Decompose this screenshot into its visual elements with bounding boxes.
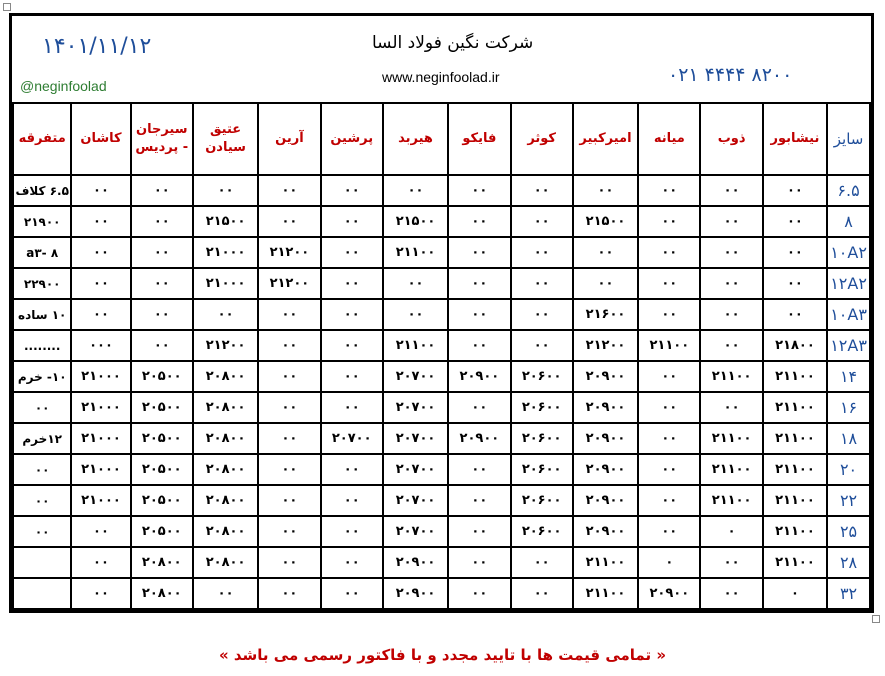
price-cell: ۰۰: [448, 485, 510, 516]
price-cell: ۲۱۲۰۰: [193, 330, 258, 361]
price-cell: ۰۰: [763, 268, 827, 299]
price-cell: ۲۰۹۰۰: [383, 578, 448, 609]
table-row: [13, 299, 870, 330]
price-cell: ۲۰۹۰۰: [573, 485, 638, 516]
price-cell: ۲۱۲۰۰: [573, 330, 638, 361]
price-cell: ۲۰۸۰۰: [193, 454, 258, 485]
price-cell: ۲۱۵۰۰: [573, 206, 638, 237]
column-header: فایکو: [448, 103, 510, 175]
price-cell: ۲۱۱۰۰: [573, 547, 638, 578]
price-cell: ۰۰: [448, 516, 510, 547]
price-cell: ۰۰: [638, 237, 700, 268]
price-cell: ۰۰: [763, 299, 827, 330]
price-cell: ۰۰: [700, 392, 762, 423]
misc-cell: ۸ -a۳: [13, 237, 71, 268]
price-cell: ۰۰: [321, 330, 383, 361]
misc-cell: ۲۲۹۰۰: [13, 268, 71, 299]
frame-handle-bottom-right: [872, 615, 880, 623]
misc-cell: ........: [13, 330, 71, 361]
price-cell: ۲۱۱۰۰: [763, 423, 827, 454]
price-cell: ۰۰: [321, 361, 383, 392]
price-cell: ۰۰: [321, 485, 383, 516]
price-cell: ۰۰: [383, 268, 448, 299]
price-cell: ۲۰۶۰۰: [511, 454, 573, 485]
size-cell: ۱۲A۲: [827, 268, 870, 299]
price-cell: ۲۰۸۰۰: [131, 578, 193, 609]
price-cell: ۲۱۱۰۰: [763, 392, 827, 423]
price-cell: ۰۰: [71, 578, 130, 609]
misc-cell: ۰۰: [13, 516, 71, 547]
price-cell: ۲۰۸۰۰: [193, 547, 258, 578]
footer-note: « تمامی قیمت ها با تایید مجدد و با فاکتور رسمی می باشد »: [218, 646, 667, 664]
price-cell: ۰۰: [700, 578, 762, 609]
misc-cell: ۱۰- خرم: [13, 361, 71, 392]
price-cell: ۲۱۰۰۰: [193, 268, 258, 299]
misc-cell: ۱۰ ساده: [13, 299, 71, 330]
price-cell: ۰۰: [321, 268, 383, 299]
price-cell: ۰۰: [383, 299, 448, 330]
price-table-body: [13, 103, 870, 609]
column-header: آرین: [258, 103, 320, 175]
table-row: [13, 330, 870, 361]
price-cell: ۰۰: [638, 454, 700, 485]
price-cell: ۰۰: [258, 423, 320, 454]
table-row: [13, 578, 870, 609]
price-cell: ۲۱۱۰۰: [763, 547, 827, 578]
column-header: هیربد: [383, 103, 448, 175]
website: www.neginfoolad.ir: [382, 69, 500, 85]
column-header: کاشان: [71, 103, 130, 175]
price-cell: ۰۰: [638, 206, 700, 237]
header-row: [13, 103, 870, 175]
misc-cell: ۰۰: [13, 485, 71, 516]
size-cell: ۲۲: [827, 485, 870, 516]
size-cell: ۲۵: [827, 516, 870, 547]
size-cell: ۱۲A۳: [827, 330, 870, 361]
price-cell: ۰۰: [573, 175, 638, 206]
price-cell: ۲۱۶۰۰: [573, 299, 638, 330]
price-cell: ۰۰: [131, 268, 193, 299]
price-cell: ۰۰: [763, 237, 827, 268]
misc-cell: ۰۰: [13, 392, 71, 423]
price-cell: ۲۰۸۰۰: [131, 547, 193, 578]
size-cell: ۲۸: [827, 547, 870, 578]
price-cell: ۰۰: [638, 175, 700, 206]
price-cell: ۲۰۷۰۰: [383, 516, 448, 547]
table-row: [13, 516, 870, 547]
price-cell: ۰۰: [258, 299, 320, 330]
price-cell: ۲۱۱۰۰: [383, 330, 448, 361]
price-cell: ۰۰: [321, 392, 383, 423]
price-cell: ۰۰: [321, 175, 383, 206]
price-cell: ۲۱۱۰۰: [763, 485, 827, 516]
price-cell: ۲۱۸۰۰: [763, 330, 827, 361]
price-cell: ۲۱۱۰۰: [573, 578, 638, 609]
instagram-handle: @neginfoolad: [20, 78, 107, 94]
price-cell: ۲۰۹۰۰: [573, 361, 638, 392]
table-row: [13, 547, 870, 578]
price-cell: ۰۰: [71, 268, 130, 299]
price-cell: ۰۰: [448, 392, 510, 423]
price-cell: ۰۰: [193, 175, 258, 206]
price-cell: ۲۱۰۰۰: [71, 423, 130, 454]
price-cell: ۲۰۷۰۰: [383, 454, 448, 485]
price-cell: ۲۱۵۰۰: [193, 206, 258, 237]
table-row: [13, 268, 870, 299]
price-cell: ۰۰: [511, 175, 573, 206]
price-cell: ۰۰: [700, 175, 762, 206]
price-cell: ۰۰: [638, 485, 700, 516]
price-cell: ۰۰: [71, 299, 130, 330]
price-cell: ۲۰۹۰۰: [638, 578, 700, 609]
price-cell: ۲۱۱۰۰: [638, 330, 700, 361]
price-cell: ۲۰۸۰۰: [193, 361, 258, 392]
price-cell: ۰۰: [511, 268, 573, 299]
phone-number: ۰۲۱ ۴۴۴۴ ۸۲۰۰: [668, 64, 793, 86]
column-header: نیشابور: [763, 103, 827, 175]
price-cell: ۰۰: [321, 206, 383, 237]
price-cell: ۰۰: [511, 330, 573, 361]
table-row: [13, 454, 870, 485]
price-cell: ۰۰: [638, 516, 700, 547]
price-cell: ۲۰۶۰۰: [511, 516, 573, 547]
price-cell: ۲۰۹۰۰: [383, 547, 448, 578]
price-cell: ۲۱۱۰۰: [763, 454, 827, 485]
price-cell: ۲۰۷۰۰: [383, 361, 448, 392]
price-cell: ۰۰: [638, 423, 700, 454]
price-cell: ۲۰۹۰۰: [573, 392, 638, 423]
size-cell: ۱۰A۲: [827, 237, 870, 268]
price-cell: ۲۰۵۰۰: [131, 423, 193, 454]
price-cell: ۰۰: [193, 299, 258, 330]
price-cell: ۲۰۵۰۰: [131, 485, 193, 516]
price-cell: ۲۰۵۰۰: [131, 361, 193, 392]
column-header: عتیق سیادن: [193, 103, 258, 175]
price-cell: ۲۰۶۰۰: [511, 361, 573, 392]
price-cell: ۰۰: [321, 454, 383, 485]
price-cell: ۰۰: [321, 578, 383, 609]
price-cell: ۰۰: [258, 578, 320, 609]
column-header: متفرقه: [13, 103, 71, 175]
price-cell: ۰۰: [258, 392, 320, 423]
price-cell: ۰۰: [131, 206, 193, 237]
price-cell: ۰۰: [700, 547, 762, 578]
table-row: [13, 361, 870, 392]
company-name: شرکت نگین فولاد السا: [372, 33, 534, 53]
price-cell: ۰۰: [131, 175, 193, 206]
misc-cell: ۲۱۹۰۰: [13, 206, 71, 237]
price-cell: ۲۰۷۰۰: [383, 392, 448, 423]
price-cell: ۲۰۹۰۰: [573, 423, 638, 454]
price-cell: ۰۰: [573, 237, 638, 268]
price-cell: ۰۰: [448, 175, 510, 206]
price-cell: ۰۰: [511, 547, 573, 578]
price-cell: ۰۰: [258, 175, 320, 206]
price-cell: ۲۰۹۰۰: [448, 361, 510, 392]
column-header: پرشین: [321, 103, 383, 175]
price-cell: ۰۰: [511, 578, 573, 609]
price-cell: ۰۰: [763, 175, 827, 206]
size-cell: ۱۰A۳: [827, 299, 870, 330]
price-cell: ۰۰: [321, 299, 383, 330]
price-cell: ۲۰۷۰۰: [383, 485, 448, 516]
price-cell: ۲۱۱۰۰: [763, 516, 827, 547]
size-cell: ۱۶: [827, 392, 870, 423]
price-cell: ۲۰۸۰۰: [193, 516, 258, 547]
price-cell: ۰۰: [448, 268, 510, 299]
price-cell: ۲۰۷۰۰: [383, 423, 448, 454]
price-cell: ۰۰: [700, 330, 762, 361]
column-header: سایز: [827, 103, 870, 175]
price-cell: ۲۱۱۰۰: [383, 237, 448, 268]
price-cell: ۲۱۵۰۰: [383, 206, 448, 237]
price-cell: ۰۰: [700, 299, 762, 330]
date: ۱۴۰۱/۱۱/۱۲: [42, 34, 152, 59]
table-row: [13, 423, 870, 454]
price-cell: ۰۰: [700, 206, 762, 237]
price-cell: ۲۱۰۰۰: [71, 454, 130, 485]
price-cell: ۰۰: [383, 175, 448, 206]
price-cell: ۰۰: [448, 206, 510, 237]
table-row: [13, 392, 870, 423]
price-cell: ۲۰۹۰۰: [573, 516, 638, 547]
price-cell: ۰۰: [131, 330, 193, 361]
size-cell: ۸: [827, 206, 870, 237]
price-cell: ۲۰۸۰۰: [193, 485, 258, 516]
misc-cell: ۶.۵ کلاف: [13, 175, 71, 206]
price-cell: ۲۱۱۰۰: [700, 485, 762, 516]
price-cell: ۰۰: [193, 578, 258, 609]
price-cell: ۲۰۵۰۰: [131, 516, 193, 547]
price-cell: ۰۰: [258, 330, 320, 361]
price-cell: ۰۰: [258, 454, 320, 485]
sheet-header: [12, 16, 871, 104]
price-cell: ۰۰: [700, 268, 762, 299]
price-cell: ۲۱۱۰۰: [763, 361, 827, 392]
price-cell: ۰۰: [638, 268, 700, 299]
price-cell: ۰۰۰: [71, 330, 130, 361]
price-cell: ۰۰: [511, 237, 573, 268]
price-cell: ۲۱۰۰۰: [71, 361, 130, 392]
price-cell: ۲۰۶۰۰: [511, 392, 573, 423]
price-cell: ۰: [763, 578, 827, 609]
price-cell: ۰۰: [71, 206, 130, 237]
column-header: کوثر: [511, 103, 573, 175]
column-header: میانه: [638, 103, 700, 175]
price-cell: ۲۱۲۰۰: [258, 268, 320, 299]
price-cell: ۲۱۰۰۰: [71, 485, 130, 516]
price-cell: ۰۰: [258, 206, 320, 237]
price-cell: ۲۱۱۰۰: [700, 423, 762, 454]
column-header: امیرکبیر: [573, 103, 638, 175]
size-cell: ۶.۵: [827, 175, 870, 206]
size-cell: ۲۰: [827, 454, 870, 485]
size-cell: ۱۴: [827, 361, 870, 392]
misc-cell: ۱۲خرم: [13, 423, 71, 454]
misc-cell: [13, 547, 71, 578]
price-cell: ۰۰: [71, 547, 130, 578]
frame-handle-top-left: [3, 3, 11, 11]
price-cell: ۰۰: [511, 206, 573, 237]
price-cell: ۰۰: [638, 392, 700, 423]
price-cell: ۰۰: [448, 454, 510, 485]
price-cell: ۲۰۶۰۰: [511, 485, 573, 516]
price-cell: ۰: [638, 547, 700, 578]
table-row: [13, 175, 870, 206]
column-header: سیرجان - پردیس: [131, 103, 193, 175]
table-row: [13, 237, 870, 268]
price-cell: ۰۰: [448, 330, 510, 361]
column-header: ذوب: [700, 103, 762, 175]
price-sheet: [9, 13, 874, 613]
price-cell: ۰۰: [131, 299, 193, 330]
price-cell: ۲۱۱۰۰: [700, 454, 762, 485]
price-cell: ۲۰۸۰۰: [193, 392, 258, 423]
misc-cell: ۰۰: [13, 454, 71, 485]
price-cell: ۲۰۹۰۰: [448, 423, 510, 454]
price-cell: ۰۰: [448, 237, 510, 268]
price-cell: ۲۱۰۰۰: [71, 392, 130, 423]
table-row: [13, 485, 870, 516]
price-cell: ۰۰: [258, 516, 320, 547]
price-cell: ۰۰: [321, 237, 383, 268]
price-cell: ۰۰: [763, 206, 827, 237]
price-cell: ۰۰: [638, 299, 700, 330]
price-cell: ۲۰۸۰۰: [193, 423, 258, 454]
price-cell: ۲۰۶۰۰: [511, 423, 573, 454]
price-cell: ۰۰: [638, 361, 700, 392]
price-cell: ۲۱۲۰۰: [258, 237, 320, 268]
price-cell: ۰۰: [258, 485, 320, 516]
price-cell: ۰۰: [700, 237, 762, 268]
price-cell: ۰۰: [573, 268, 638, 299]
price-cell: ۰۰: [71, 516, 130, 547]
price-cell: ۰۰: [321, 516, 383, 547]
price-cell: ۰۰: [71, 175, 130, 206]
price-table: [12, 102, 871, 610]
price-cell: ۰: [700, 516, 762, 547]
size-cell: ۳۲: [827, 578, 870, 609]
price-cell: ۰۰: [448, 547, 510, 578]
price-cell: ۰۰: [321, 547, 383, 578]
price-cell: ۰۰: [448, 578, 510, 609]
price-cell: ۲۱۱۰۰: [700, 361, 762, 392]
misc-cell: [13, 578, 71, 609]
price-cell: ۰۰: [448, 299, 510, 330]
price-cell: ۰۰: [71, 237, 130, 268]
price-cell: ۰۰: [258, 547, 320, 578]
table-row: [13, 206, 870, 237]
price-cell: ۲۰۹۰۰: [573, 454, 638, 485]
price-cell: ۲۰۵۰۰: [131, 454, 193, 485]
price-cell: ۲۰۷۰۰: [321, 423, 383, 454]
price-cell: ۰۰: [131, 237, 193, 268]
price-cell: ۲۱۰۰۰: [193, 237, 258, 268]
price-cell: ۰۰: [258, 361, 320, 392]
price-cell: ۰۰: [511, 299, 573, 330]
size-cell: ۱۸: [827, 423, 870, 454]
price-cell: ۲۰۵۰۰: [131, 392, 193, 423]
